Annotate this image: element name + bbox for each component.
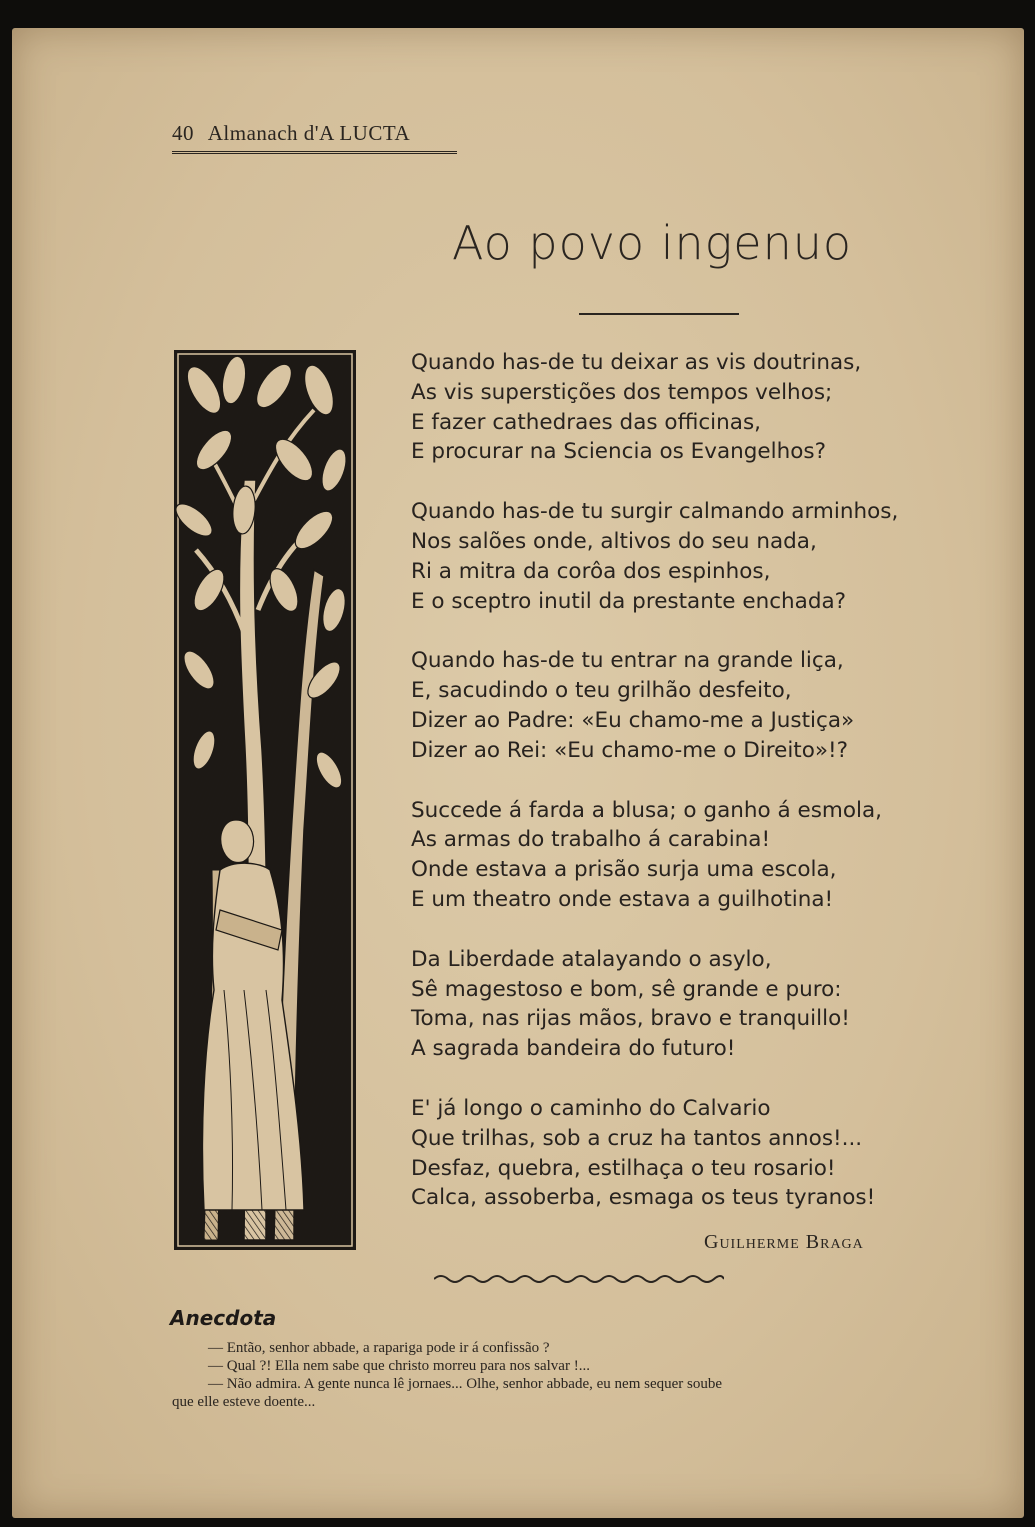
poem-line: Nos salões onde, altivos do seu nada, xyxy=(411,528,817,554)
stanza-5 xyxy=(411,945,1001,1064)
stanza-6 xyxy=(411,1094,1001,1213)
poem-title: Ao povo ingenuo xyxy=(451,216,853,270)
anecdote-line: — Então, senhor abbade, a rapariga pode ir á confissão ? xyxy=(208,1340,550,1356)
poem-line: Onde estava a prisão surja uma escola, xyxy=(411,857,837,883)
engraving-woman-reading-under-tree xyxy=(174,350,356,1250)
title-divider xyxy=(579,313,739,315)
poem-line: Dizer ao Padre: «Eu chamo-me a Justiça» xyxy=(411,707,855,733)
poem-line: Desfaz, quebra, estilhaça o teu rosario! xyxy=(411,1155,836,1181)
poem-line: Toma, nas rijas mãos, bravo e tranquillo! xyxy=(411,1006,850,1032)
stanza-4 xyxy=(411,796,1001,915)
page-number: 40 xyxy=(172,121,194,145)
poem-line: Quando has-de tu surgir calmando arminhos, xyxy=(411,499,899,525)
poem-line: Que trilhas, sob a cruz ha tantos annos!... xyxy=(411,1125,863,1151)
poem-line: A sagrada bandeira do futuro! xyxy=(411,1036,736,1062)
anecdote-title: Anecdota xyxy=(170,1306,277,1330)
poem-line: Da Liberdade atalayando o asylo, xyxy=(411,946,772,972)
almanac-page xyxy=(12,28,1024,1518)
poem-line: E fazer cathedraes das officinas, xyxy=(411,409,761,435)
stanza-1 xyxy=(411,348,1001,467)
poem-line: Quando has-de tu entrar na grande liça, xyxy=(411,648,844,674)
poem-author: Guilherme Braga xyxy=(704,1231,864,1253)
poem-body xyxy=(411,348,1001,1243)
poem-line: E o sceptro inutil da prestante enchada? xyxy=(411,588,847,614)
poem-line: E' já longo o caminho do Calvario xyxy=(411,1095,771,1121)
poem-line: E um theatro onde estava a guilhotina! xyxy=(411,886,834,912)
anecdote-line: — Não admira. A gente nunca lê jornaes... Olhe, senhor abbade, eu nem sequer soube xyxy=(208,1376,722,1392)
running-title: Almanach d'A LUCTA xyxy=(207,121,411,145)
poem-line: As vis superstições dos tempos velhos; xyxy=(411,379,833,405)
poem-line: Calca, assoberba, esmaga os teus tyranos! xyxy=(411,1185,876,1211)
poem-line: Quando has-de tu deixar as vis doutrinas, xyxy=(411,350,862,375)
running-header xyxy=(172,121,457,154)
stanza-2 xyxy=(411,497,1001,616)
poem-line: Sê magestoso e bom, sê grande e puro: xyxy=(411,976,842,1002)
anecdote-line: que elle esteve doente... xyxy=(172,1394,316,1410)
poem-line: Succede á farda a blusa; o ganho á esmola, xyxy=(411,797,883,823)
poem-line: As armas do trabalho á carabina! xyxy=(411,827,771,853)
stanza-3 xyxy=(411,646,1001,765)
anecdote-body xyxy=(172,1339,982,1411)
poem-line: Ri a mitra da corôa dos espinhos, xyxy=(411,558,771,584)
poem-line: E, sacudindo o teu grilhão desfeito, xyxy=(411,678,792,704)
poem-line: E procurar na Sciencia os Evangelhos? xyxy=(411,439,826,465)
anecdote-line: — Qual ?! Ella nem sabe que christo morreu para nos salvar !... xyxy=(208,1358,590,1374)
wavy-ornament-divider xyxy=(434,1272,724,1286)
poem-line: Dizer ao Rei: «Eu chamo-me o Direito»!? xyxy=(411,737,849,763)
